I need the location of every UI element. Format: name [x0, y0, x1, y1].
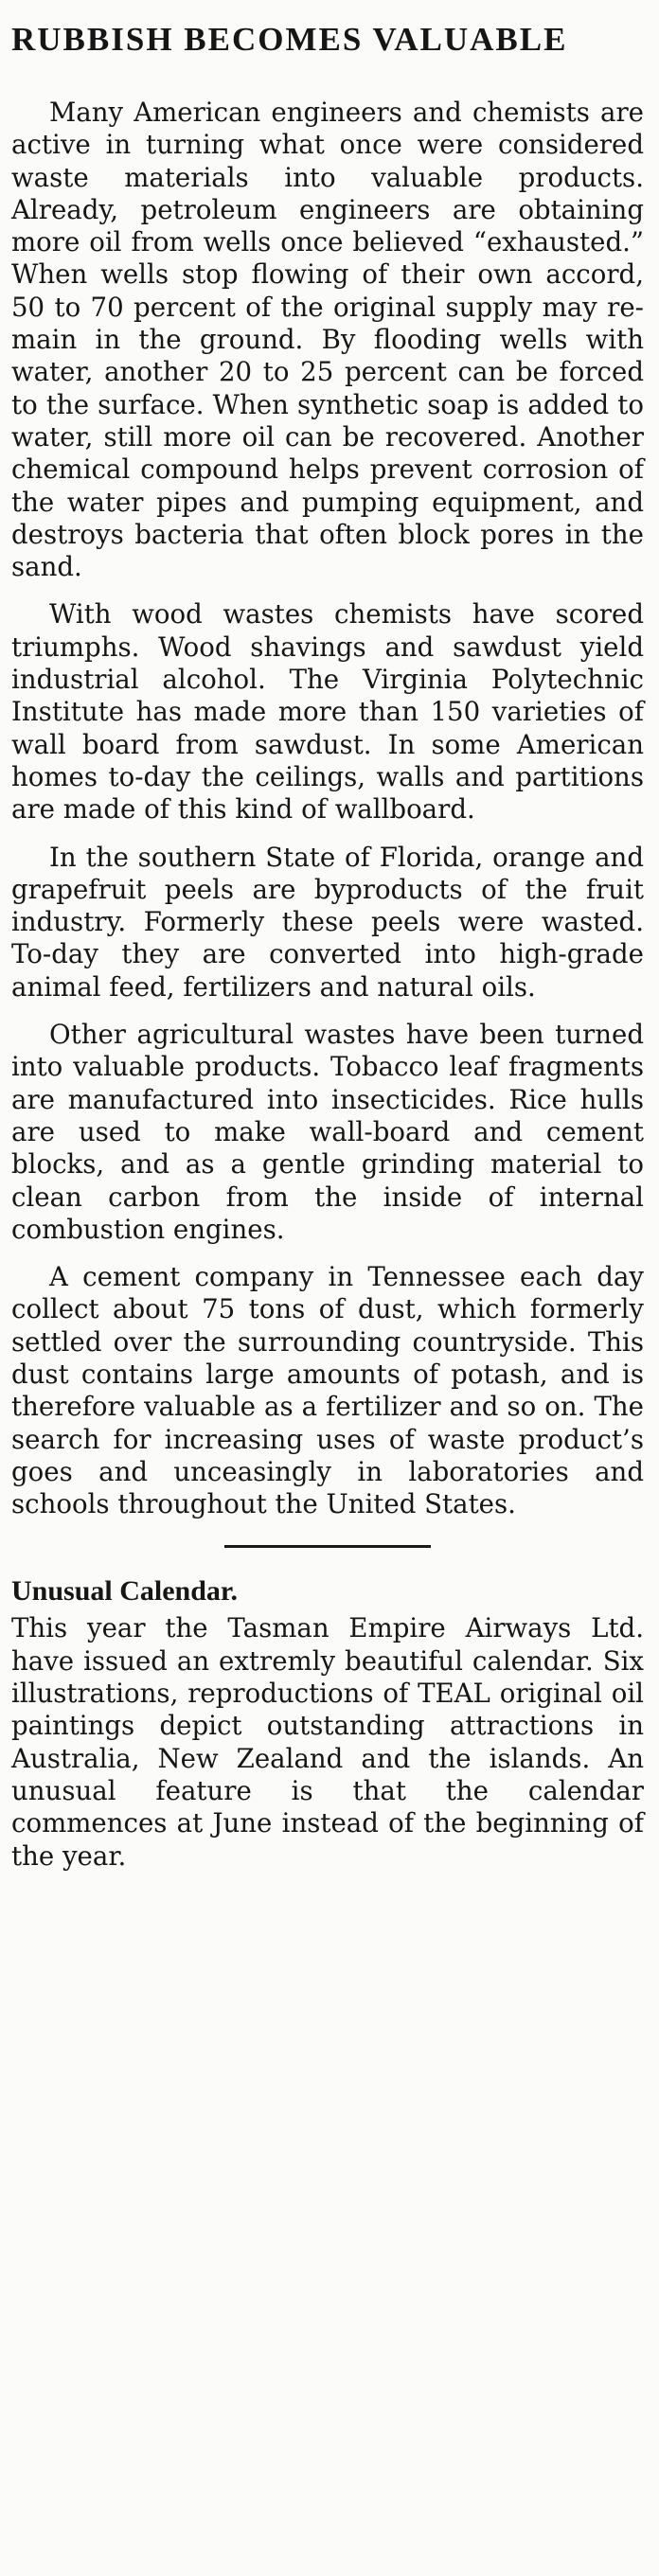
- notice-body: This year the Tasman Empire Airways Ltd. have issued an extremly beautiful calendar. Six illustrations, reproductions of TEAL original oil paintings depict outstanding attractions in Australia, New Zealand and the islands. An unusual feature is that the calendar commences at June instead of the beginning of the year.: [11, 1612, 644, 1872]
- notice-heading: Unusual Calendar.: [11, 1575, 238, 1608]
- article-paragraph-wood-wastes: With wood wastes chemists have scored triumphs. Wood shavings and sawdust yield industrial alcohol. The Virginia Polytechnic Institute has made more than 150 varieties of wall board from sawdust. In some American homes to-day the ceilings, walls and partitions are made of this kind of wallboard.: [11, 598, 644, 826]
- clipping-column: [11, 21, 644, 1888]
- article-headline: RUBBISH BECOMES VALUABLE: [11, 21, 568, 58]
- article-paragraph-cement-dust: A cement company in Tennessee each day collect about 75 tons of dust, which formerly settled over the surrounding countryside. This dust contains large amounts of potash, and is therefore valuable as a fertilizer and so on. The search for increasing uses of waste product’s goes and unceasingly in laboratories and schools throughout the United States.: [11, 1261, 644, 1520]
- article-paragraph-agricultural-wastes: Other agricultural wastes have been turned into valuable products. Tobacco leaf fragments are manufactured into insecticides. Rice hulls are used to make wall-board and cement blocks, and as a gentle grinding material to clean carbon from the inside of internal combustion engines.: [11, 1019, 644, 1245]
- section-divider: [224, 1545, 431, 1548]
- article-paragraph-petroleum: Many American engineers and chemists are active in turning what once were considered waste materials into valuable products. Already, petroleum engineers are obtaining more oil from wells once believed “exhausted.” When wells stop flowing of their own accord, 50 to 70 percent of the original supply may remain in the ground. By flooding wells with water, another 20 to 25 percent can be forced to the surface. When synthetic soap is added to water, still more oil can be recovered. Another chemical compound helps prevent corrosion of the water pipes and pumping equipment, and destroys bacteria that often block pores in the sand.: [11, 97, 644, 583]
- article-paragraph-florida-peels: In the southern State of Florida, orange and grapefruit peels are byproducts of the fruit industry. Formerly these peels were wasted. To-day they are converted into high-grade animal feed, fertilizers and natural oils.: [11, 841, 644, 1003]
